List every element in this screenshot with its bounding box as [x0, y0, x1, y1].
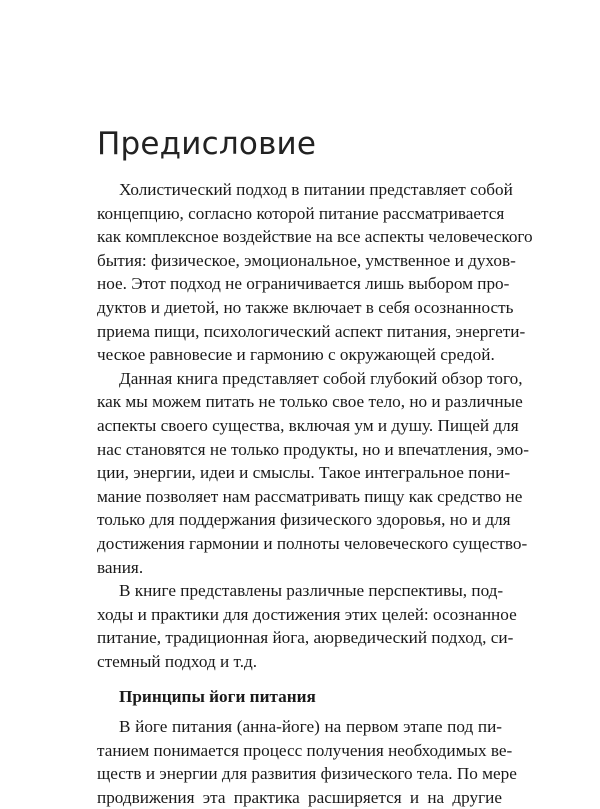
text-line: Данная книга представляет собой глубокий обзор того, [119, 368, 523, 388]
text-line: питание, традиционная йога, аюрведический подход, си- [97, 628, 514, 648]
section-heading: Принципы йоги питания [119, 687, 316, 707]
text-line: продвижения эта практика расширяется и на другие [97, 787, 502, 807]
text-line: В книге представлены различные перспективы, под- [119, 581, 504, 601]
text-line: мание позволяет нам рассматривать пищу как средство не [97, 486, 523, 506]
text-line: ции, энергии, идеи и смыслы. Такое интегральное пони- [97, 463, 511, 483]
text-line: ное. Этот подход не ограничивается лишь выбором про- [97, 274, 510, 294]
text-line: дуктов и диетой, но также включает в себя осознанность [97, 297, 514, 317]
text-line: только для поддержания физического здоровья, но и для [97, 510, 511, 530]
text-line: как мы можем питать не только свое тело, но и различные [97, 392, 523, 412]
text-line: достижения гармонии и полноты человеческого существо- [97, 533, 528, 553]
chapter-title: Предисловие [97, 126, 317, 162]
body-text [97, 178, 533, 809]
text-line: бытия: физическое, эмоциональное, умственное и духов- [97, 250, 516, 270]
text-line: ходы и практики для достижения этих целей: осознанное [97, 604, 517, 624]
text-line: ществ и энергии для развития физического тела. По мере [97, 764, 517, 784]
text-line: вания. [97, 557, 144, 577]
text-line: нас становятся не только продукты, но и впечатления, эмо- [97, 439, 529, 459]
text-line: стемный подход и т.д. [97, 651, 258, 671]
text-line: аспекты своего существа, включая ум и душу. Пищей для [97, 415, 519, 435]
text-line: концепцию, согласно которой питание рассматривается [97, 203, 505, 223]
text-line: Холистический подход в питании представляет собой [119, 180, 513, 199]
text-line: В йоге питания (анна-йоге) на первом этапе под пи- [119, 717, 502, 737]
text-line: ческое равновесие и гармонию с окружающей средой. [97, 345, 495, 365]
text-line: приема пищи, психологический аспект питания, энергети- [97, 321, 526, 341]
paragraph [97, 715, 517, 809]
text-line: как комплексное воздействие на все аспекты человеческого [97, 227, 533, 247]
text-line: танием понимается процесс получения необходимых ве- [97, 740, 513, 760]
paragraph [97, 178, 533, 367]
paragraph [97, 367, 529, 579]
paragraph [97, 579, 517, 673]
